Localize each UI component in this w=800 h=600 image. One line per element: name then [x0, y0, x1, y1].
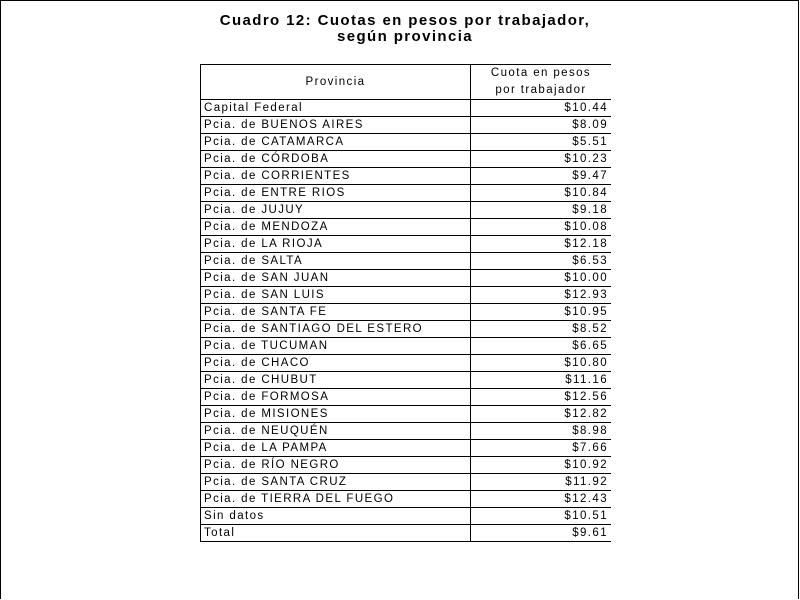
cell-cuota: $6.65: [471, 338, 612, 355]
table-row: [201, 304, 612, 321]
cell-provincia: Pcia. de SAN LUIS: [201, 287, 471, 304]
table-row: [201, 491, 612, 508]
cell-cuota: $12.56: [471, 389, 612, 406]
cell-provincia: Pcia. de SANTA FE: [201, 304, 471, 321]
header-cuota-line-2: por trabajador: [495, 84, 587, 96]
cell-cuota: $8.52: [471, 321, 612, 338]
cell-cuota: $6.53: [471, 253, 612, 270]
cell-provincia: Pcia. de MISIONES: [201, 406, 471, 423]
title-line-2: según provincia: [336, 28, 474, 45]
cell-provincia: Pcia. de CORRIENTES: [201, 168, 471, 185]
cell-provincia: Pcia. de RÍO NEGRO: [201, 457, 471, 474]
cell-cuota: $11.16: [471, 372, 612, 389]
cell-cuota: $10.95: [471, 304, 612, 321]
cell-cuota: $9.18: [471, 202, 612, 219]
cell-cuota: $12.43: [471, 491, 612, 508]
cell-provincia: Pcia. de SALTA: [201, 253, 471, 270]
header-cuota-line-1: Cuota en pesos: [490, 67, 592, 79]
cell-provincia: Pcia. de TIERRA DEL FUEGO: [201, 491, 471, 508]
cell-cuota: $12.82: [471, 406, 612, 423]
table-row: [201, 423, 612, 440]
cell-cuota: $5.51: [471, 134, 612, 151]
table-row: [201, 270, 612, 287]
cell-provincia: Pcia. de FORMOSA: [201, 389, 471, 406]
cell-provincia: Pcia. de BUENOS AIRES: [201, 117, 471, 134]
cell-cuota: $10.44: [471, 100, 612, 117]
table-row: [201, 355, 612, 372]
header-row: [201, 65, 612, 100]
table-row: [201, 134, 612, 151]
cell-cuota: $11.92: [471, 474, 612, 491]
table-row: [201, 100, 612, 117]
table-title: [190, 13, 620, 45]
cell-provincia: Pcia. de LA PAMPA: [201, 440, 471, 457]
table-row: [201, 219, 612, 236]
cell-cuota: $10.23: [471, 151, 612, 168]
cell-provincia: Pcia. de SANTA CRUZ: [201, 474, 471, 491]
cuotas-table: [200, 64, 611, 542]
cell-provincia: Pcia. de CHUBUT: [201, 372, 471, 389]
table-row: [201, 151, 612, 168]
cell-cuota: $8.98: [471, 423, 612, 440]
cell-provincia: Pcia. de CHACO: [201, 355, 471, 372]
table-row: [201, 440, 612, 457]
cell-provincia: Pcia. de SANTIAGO DEL ESTERO: [201, 321, 471, 338]
table-row: [201, 406, 612, 423]
table-row: [201, 389, 612, 406]
cell-provincia: Pcia. de NEUQUÉN: [201, 423, 471, 440]
cell-cuota: $12.18: [471, 236, 612, 253]
cell-provincia: Sin datos: [201, 508, 471, 525]
table-row: [201, 253, 612, 270]
cell-cuota: $7.66: [471, 440, 612, 457]
cell-provincia: Pcia. de TUCUMAN: [201, 338, 471, 355]
cell-cuota: $10.84: [471, 185, 612, 202]
cell-cuota: $8.09: [471, 117, 612, 134]
cell-provincia: Pcia. de SAN JUAN: [201, 270, 471, 287]
table-row: [201, 338, 612, 355]
cell-provincia: Capital Federal: [201, 100, 471, 117]
table-row: [201, 236, 612, 253]
header-cuota: [471, 65, 612, 100]
cell-provincia: Pcia. de MENDOZA: [201, 219, 471, 236]
cell-cuota: $10.80: [471, 355, 612, 372]
cell-cuota: $10.08: [471, 219, 612, 236]
cell-cuota: $10.92: [471, 457, 612, 474]
cell-provincia: Pcia. de LA RIOJA: [201, 236, 471, 253]
table-row: [201, 202, 612, 219]
table-row: [201, 372, 612, 389]
table-row: [201, 474, 612, 491]
cell-cuota: $10.51: [471, 508, 612, 525]
cell-provincia: Pcia. de ENTRE RIOS: [201, 185, 471, 202]
table-row: [201, 508, 612, 525]
table-row: [201, 168, 612, 185]
table-row: [201, 117, 612, 134]
table-row: [201, 457, 612, 474]
cell-provincia: Total: [201, 525, 471, 542]
table-row: [201, 287, 612, 304]
table-row: [201, 525, 612, 542]
title-line-1: Cuadro 12: Cuotas en pesos por trabajador,: [219, 12, 591, 29]
cell-provincia: Pcia. de JUJUY: [201, 202, 471, 219]
header-provincia: Provincia: [201, 65, 471, 100]
cell-cuota: $12.93: [471, 287, 612, 304]
table-body: [201, 100, 612, 542]
cell-provincia: Pcia. de CATAMARCA: [201, 134, 471, 151]
cell-cuota: $9.61: [471, 525, 612, 542]
cell-cuota: $9.47: [471, 168, 612, 185]
table-row: [201, 185, 612, 202]
cell-provincia: Pcia. de CÓRDOBA: [201, 151, 471, 168]
cell-cuota: $10.00: [471, 270, 612, 287]
table-row: [201, 321, 612, 338]
